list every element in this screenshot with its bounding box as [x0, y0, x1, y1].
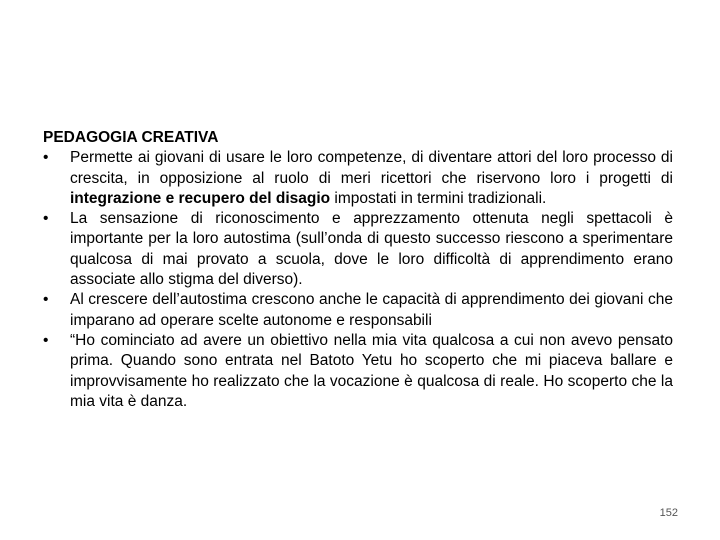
page-number: 152: [659, 507, 678, 519]
bullet-3-text: Al crescere dell’autostima crescono anche le capacità di apprendimento dei giovani che imparano ad operare scelte autonome e responsabili: [70, 291, 673, 329]
bullet-list: [43, 148, 673, 412]
bullet-2-text: La sensazione di riconoscimento e apprezzamento ottenuta negli spettacoli è importante per la loro autostima (sull’onda di questo successo riescono a sperimentare qualcosa di mai provato a scuola, dove le loro difficoltà di apprendimento erano associate allo stigma del diverso).: [70, 210, 673, 289]
slide-title: PEDAGOGIA CREATIVA: [43, 129, 219, 146]
slide-content: [43, 128, 673, 412]
bullet-item-1: [43, 148, 673, 209]
bullet-item-4: [43, 331, 673, 412]
bullet-icon: •: [43, 149, 49, 167]
bullet-1-text-end: impostati in termini tradizionali.: [330, 189, 547, 207]
bullet-item-2: [43, 209, 673, 290]
bullet-item-3: [43, 290, 673, 331]
bullet-1-text-start: Permette ai giovani di usare le loro competenze, di diventare attori del loro processo di crescita, in opposizione al ruolo di meri ricettori che riservono loro i progetti di: [70, 149, 673, 187]
bullet-4-text: “Ho cominciato ad avere un obiettivo nella mia vita qualcosa a cui non avevo pensato prima. Quando sono entrata nel Batoto Yetu ho scoperto che mi piaceva ballare e improvvisamente ho realizzato che la vocazione è qualcosa di reale. Ho scoperto che la mia vita è danza.: [70, 331, 673, 410]
bullet-1-bold-phrase: integrazione e recupero del disagio: [70, 189, 331, 207]
bullet-icon: •: [43, 331, 49, 349]
bullet-icon: •: [43, 210, 49, 228]
bullet-icon: •: [43, 291, 49, 309]
